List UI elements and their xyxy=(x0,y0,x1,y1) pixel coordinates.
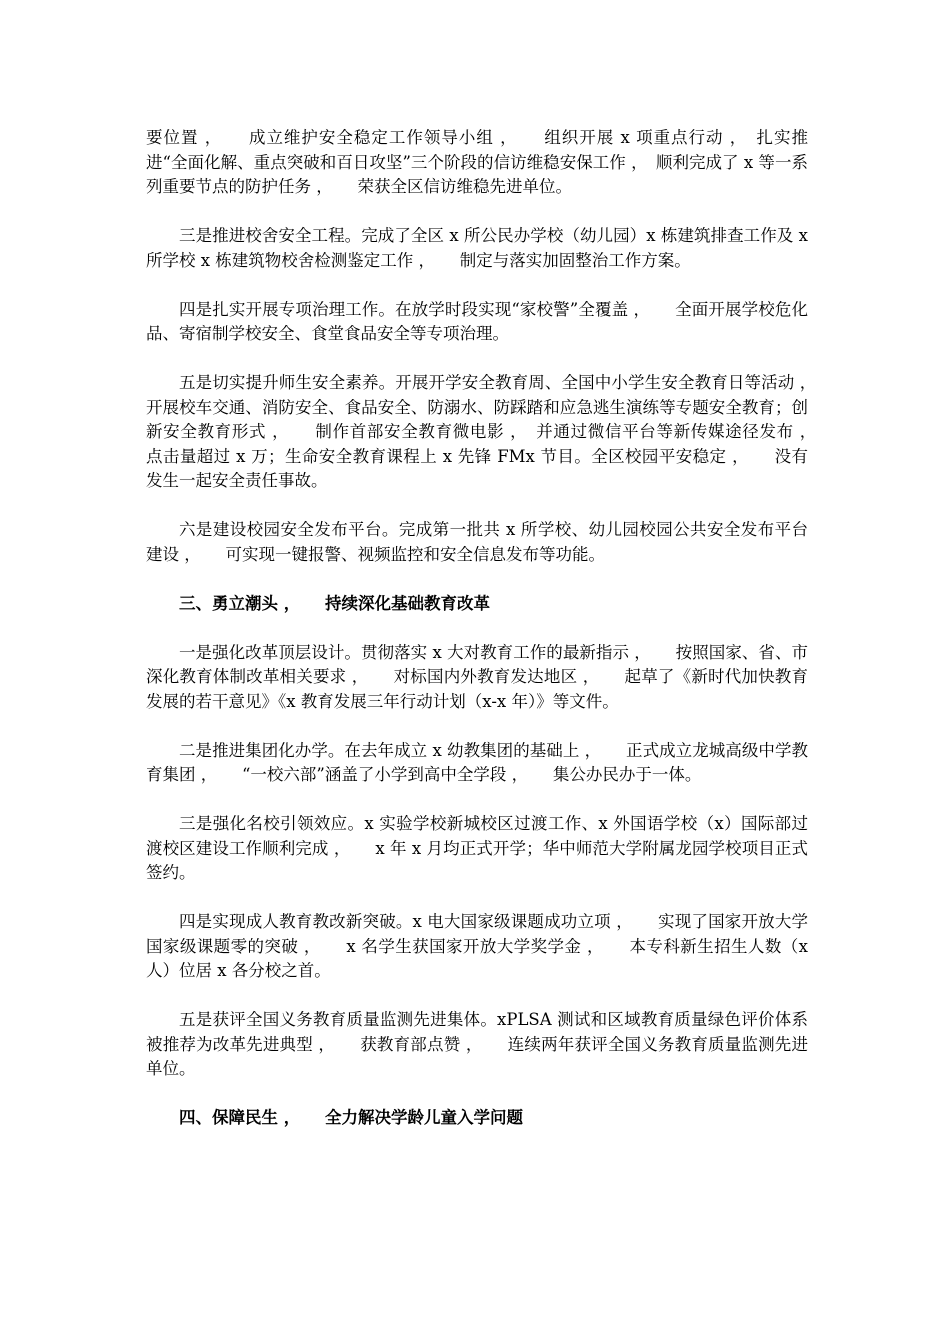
body-paragraph: 要位置 ， 成立维护安全稳定工作领导小组 ， 组织开展 x 项重点行动 ， 扎实推进“全面化解、重点突破和百日攻坚”三个阶段的信访维稳安保工作 ， 顺利完成了 x 等一系列重要节点的防护任务 ， 荣获全区信访维稳先进单位。 xyxy=(146,128,808,196)
section-heading: 四、保障民生 ， 全力解决学龄儿童入学问题 xyxy=(179,1108,523,1127)
body-paragraph: 四是扎实开展专项治理工作。在放学时段实现“家校警”全覆盖 ， 全面开展学校危化品、寄宿制学校安全、食堂食品安全等专项治理。 xyxy=(146,299,808,343)
body-paragraph: 五是获评全国义务教育质量监测先进集体。xPLSA 测试和区域教育质量绿色评价体系被推荐为改革先进典型 ， 获教育部点赞 ， 连续两年获评全国义务教育质量监测先进单位。 xyxy=(146,1010,808,1078)
body-paragraph: 三是推进校舍安全工程。完成了全区 x 所公民办学校（幼儿园）x 栋建筑排查工作及 x 所学校 x 栋建筑物校舍检测鉴定工作 ， 制定与落实加固整治工作方案。 xyxy=(146,226,814,270)
body-paragraph: 三是强化名校引领效应。x 实验学校新城校区过渡工作、x 外国语学校（x）国际部过渡校区建设工作顺利完成 ， x 年 x 月均正式开学；华中师范大学附属龙园学校项目正式签约。 xyxy=(146,814,808,882)
body-paragraph: 二是推进集团化办学。在去年成立 x 幼教集团的基础上 ， 正式成立龙城高级中学教育集团 ， “一校六部”涵盖了小学到高中全学段 ， 集公办民办于一体。 xyxy=(146,740,808,784)
body-paragraph: 一是强化改革顶层设计。贯彻落实 x 大对教育工作的最新指示 ， 按照国家、省、市深化教育体制改革相关要求 ， 对标国内外教育发达地区 ， 起草了《新时代加快教育发展的若干意见》《x 教育发展三年行动计划（x-x 年）》等文件。 xyxy=(146,642,808,711)
document-body xyxy=(146,126,841,1155)
body-paragraph: 五是切实提升师生安全素养。开展开学安全教育周、全国中小学生安全教育日等活动 ， 开展校车交通、消防安全、食品安全、防溺水、防踩踏和应急逃生演练等专题安全教育；创新安全教育形式 ， 制作首部安全教育微电影 ， 并通过微信平台等新传媒途径发布 ， 点击量超过 x 万；生命安全教育课程上 x 先锋 FMx 节目。全区校园平安稳定 ， 没有发生一起安全责任事故。 xyxy=(146,373,841,490)
section-heading: 三、勇立潮头 ， 持续深化基础教育改革 xyxy=(179,593,490,613)
body-paragraph: 四是实现成人教育教改新突破。x 电大国家级课题成功立项 ， 实现了国家开放大学国家级课题零的突破 ， x 名学生获国家开放大学奖学金 ， 本专科新生招生人数（x 人）位居 x 各分校之首。 xyxy=(146,912,814,980)
body-paragraph: 六是建设校园安全发布平台。完成第一批共 x 所学校、幼儿园校园公共安全发布平台建设 ， 可实现一键报警、视频监控和安全信息发布等功能。 xyxy=(146,520,808,564)
